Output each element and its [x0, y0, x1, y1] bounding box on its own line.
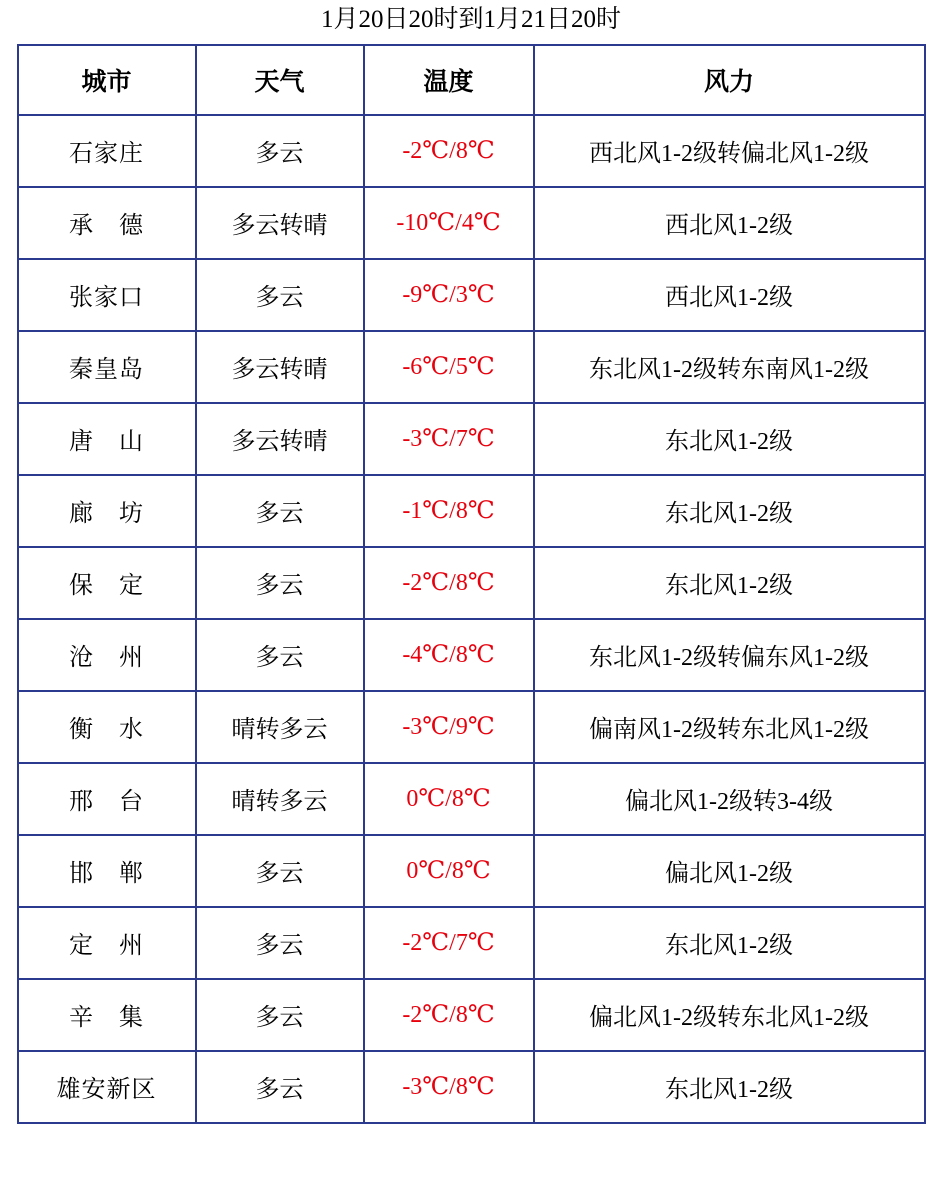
- cell-temperature: -2℃/8℃: [364, 547, 534, 619]
- cell-weather: 多云转晴: [196, 187, 364, 259]
- column-header-city: 城市: [18, 45, 196, 115]
- cell-temperature: -3℃/9℃: [364, 691, 534, 763]
- table-row: [18, 403, 925, 475]
- cell-wind: 东北风1-2级: [534, 907, 925, 979]
- cell-wind: 偏南风1-2级转东北风1-2级: [534, 691, 925, 763]
- cell-weather: 多云: [196, 619, 364, 691]
- cell-city: 衡 水: [18, 691, 196, 763]
- table-row: [18, 619, 925, 691]
- table-header: [18, 45, 925, 115]
- table-body: [18, 115, 925, 1123]
- cell-city: 邯 郸: [18, 835, 196, 907]
- cell-weather: 多云: [196, 259, 364, 331]
- table-row: [18, 1051, 925, 1123]
- table-row: [18, 547, 925, 619]
- cell-wind: 东北风1-2级: [534, 403, 925, 475]
- cell-weather: 多云: [196, 835, 364, 907]
- cell-city: 廊 坊: [18, 475, 196, 547]
- cell-temperature: -10℃/4℃: [364, 187, 534, 259]
- cell-city: 雄安新区: [18, 1051, 196, 1123]
- cell-city: 邢 台: [18, 763, 196, 835]
- cell-weather: 多云: [196, 1051, 364, 1123]
- cell-wind: 东北风1-2级转东南风1-2级: [534, 331, 925, 403]
- cell-city: 辛 集: [18, 979, 196, 1051]
- cell-city: 定 州: [18, 907, 196, 979]
- table-row: [18, 115, 925, 187]
- table-header-row: [18, 45, 925, 115]
- cell-city: 保 定: [18, 547, 196, 619]
- cell-city: 秦皇岛: [18, 331, 196, 403]
- page-title: 1月20日20时到1月21日20时: [320, 6, 621, 33]
- cell-wind: 西北风1-2级: [534, 187, 925, 259]
- table-row: [18, 763, 925, 835]
- cell-weather: 多云: [196, 979, 364, 1051]
- cell-weather: 多云: [196, 907, 364, 979]
- cell-wind: 西北风1-2级转偏北风1-2级: [534, 115, 925, 187]
- table-row: [18, 331, 925, 403]
- cell-temperature: -1℃/8℃: [364, 475, 534, 547]
- cell-wind: 西北风1-2级: [534, 259, 925, 331]
- cell-city: 张家口: [18, 259, 196, 331]
- cell-temperature: 0℃/8℃: [364, 835, 534, 907]
- cell-city: 沧 州: [18, 619, 196, 691]
- table-row: [18, 187, 925, 259]
- cell-wind: 东北风1-2级: [534, 475, 925, 547]
- cell-temperature: -3℃/7℃: [364, 403, 534, 475]
- cell-temperature: -9℃/3℃: [364, 259, 534, 331]
- cell-city: 唐 山: [18, 403, 196, 475]
- weather-forecast-table: [17, 44, 926, 1124]
- cell-weather: 多云: [196, 475, 364, 547]
- cell-weather: 多云转晴: [196, 331, 364, 403]
- table-row: [18, 259, 925, 331]
- cell-wind: 偏北风1-2级转东北风1-2级: [534, 979, 925, 1051]
- column-header-wind: 风力: [534, 45, 925, 115]
- cell-temperature: -2℃/7℃: [364, 907, 534, 979]
- cell-weather: 晴转多云: [196, 691, 364, 763]
- table-row: [18, 907, 925, 979]
- table-row: [18, 979, 925, 1051]
- cell-temperature: -6℃/5℃: [364, 331, 534, 403]
- table-row: [18, 475, 925, 547]
- cell-weather: 多云: [196, 547, 364, 619]
- column-header-temperature: 温度: [364, 45, 534, 115]
- cell-wind: 东北风1-2级: [534, 1051, 925, 1123]
- cell-weather: 多云转晴: [196, 403, 364, 475]
- cell-city: 石家庄: [18, 115, 196, 187]
- cell-temperature: -3℃/8℃: [364, 1051, 534, 1123]
- cell-weather: 多云: [196, 115, 364, 187]
- cell-wind: 偏北风1-2级: [534, 835, 925, 907]
- column-header-weather: 天气: [196, 45, 364, 115]
- table-row: [18, 691, 925, 763]
- cell-city: 承 德: [18, 187, 196, 259]
- cell-wind: 东北风1-2级转偏东风1-2级: [534, 619, 925, 691]
- cell-wind: 偏北风1-2级转3-4级: [534, 763, 925, 835]
- cell-temperature: 0℃/8℃: [364, 763, 534, 835]
- cell-wind: 东北风1-2级: [534, 547, 925, 619]
- cell-temperature: -2℃/8℃: [364, 979, 534, 1051]
- cell-temperature: -4℃/8℃: [364, 619, 534, 691]
- cell-temperature: -2℃/8℃: [364, 115, 534, 187]
- cell-weather: 晴转多云: [196, 763, 364, 835]
- table-row: [18, 835, 925, 907]
